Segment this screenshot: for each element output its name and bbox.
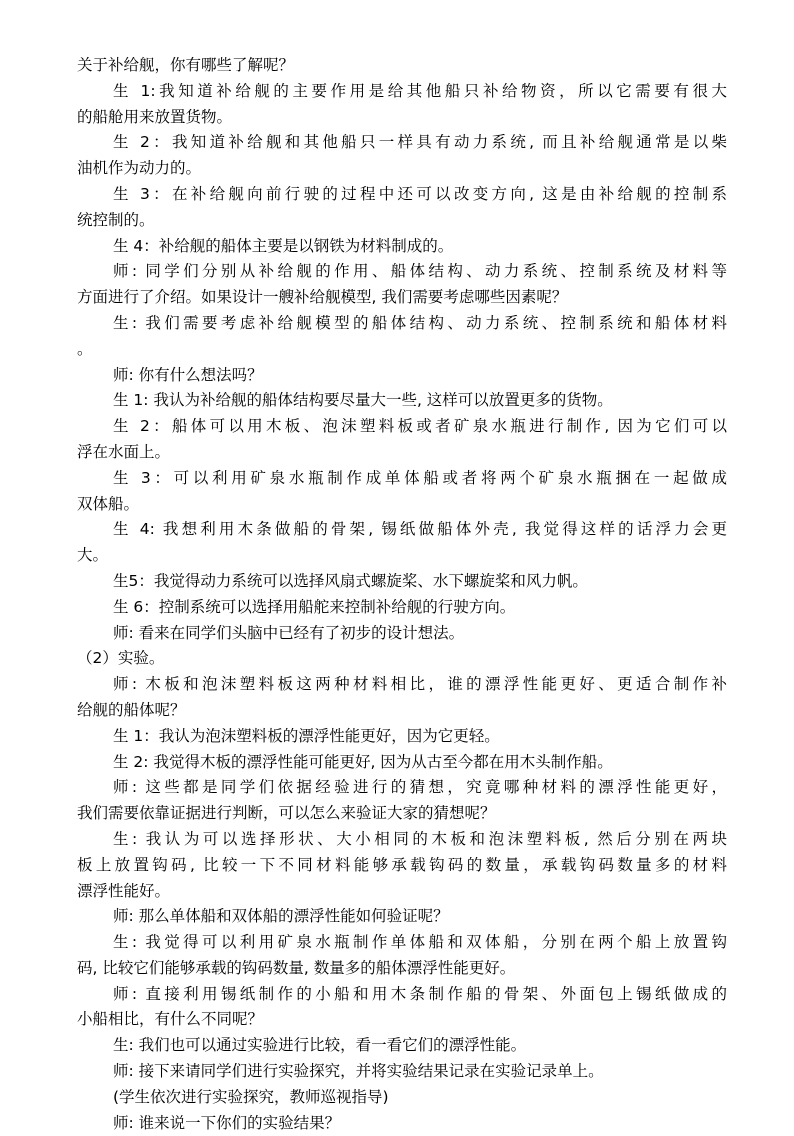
text-line: （2）实验。 xyxy=(77,649,165,668)
text-line: 方面进行了介绍。如果设计一艘补给舰模型, 我们需要考虑哪些因素呢？ xyxy=(77,288,568,307)
text-line: 生: 我们也可以通过实验进行比较，看一看它们的漂浮性能。 xyxy=(113,1036,527,1055)
document-body xyxy=(77,53,727,1136)
text-line: 生 1：我认为泡沫塑料板的漂浮性能更好，因为它更轻。 xyxy=(113,726,500,745)
text-line: 我们需要依靠证据进行判断，可以怎么来验证大家的猜想呢？ xyxy=(77,804,496,823)
text-line: 生 6：控制系统可以选择用船舵来控制补给舰的行驶方向。 xyxy=(113,597,516,616)
text-line: 师: 木板和泡沫塑料板这两种材料相比，谁的漂浮性能更好、更适合制作补 xyxy=(113,675,727,694)
text-line: 生 2: 我觉得木板的漂浮性能可能更好, 因为从古至今都在用木头制作船。 xyxy=(113,752,613,771)
text-line: 生 1: 我认为补给舰的船体结构要尽量大一些, 这样可以放置更多的货物。 xyxy=(113,391,613,410)
text-line: 师: 这些都是同学们依据经验进行的猜想，究竟哪种材料的漂浮性能更好， xyxy=(113,778,727,797)
text-line: 生: 我觉得可以利用矿泉水瓶制作单体船和双体船，分别在两个船上放置钩 xyxy=(113,933,727,952)
text-line: 给舰的船体呢？ xyxy=(77,700,186,719)
text-line: 生 4: 我想利用木条做船的骨架, 锡纸做船体外壳, 我觉得这样的话浮力会更 xyxy=(113,520,727,539)
text-line: 生 3：在补给舰向前行驶的过程中还可以改变方向, 这是由补给舰的控制系 xyxy=(113,184,727,203)
text-line: 师: 你有什么想法吗？ xyxy=(113,365,263,384)
text-line: 生 2：船体可以用木板、泡沫塑料板或者矿泉水瓶进行制作, 因为它们可以 xyxy=(113,417,727,436)
text-line: 。 xyxy=(77,339,93,358)
text-line: 生 1:我知道补给舰的主要作用是给其他船只补给物资，所以它需要有很大 xyxy=(113,81,727,100)
text-line: 生: 我们需要考虑补给舰模型的船体结构、动力系统、控制系统和船体材料 xyxy=(113,313,727,332)
text-line: 生 4：补给舰的船体主要是以钢铁为材料制成的。 xyxy=(113,236,454,255)
text-line: 师: 那么单体船和双体船的漂浮性能如何验证呢？ xyxy=(113,907,449,926)
text-line: 的船舱用来放置货物。 xyxy=(77,107,233,126)
text-line: 生 2：我知道补给舰和其他船只一样具有动力系统, 而且补给舰通常是以柴 xyxy=(113,133,727,152)
text-line: 师: 谁来说一下你们的实验结果？ xyxy=(113,1113,341,1132)
text-line: 大。 xyxy=(77,546,109,565)
text-line: 油机作为动力的。 xyxy=(77,159,202,178)
text-line: (学生依次进行实验探究，教师巡视指导) xyxy=(113,1087,389,1106)
text-line: 小船相比，有什么不同呢？ xyxy=(77,1010,264,1029)
text-line: 生 3：可以利用矿泉水瓶制作成单体船或者将两个矿泉水瓶捆在一起做成 xyxy=(113,468,727,487)
text-line: 板上放置钩码, 比较一下不同材料能够承载钩码的数量，承载钩码数量多的材料 xyxy=(77,855,727,874)
text-line: 师: 看来在同学们头脑中已经有了初步的设计想法。 xyxy=(113,623,465,642)
text-line: 浮在水面上。 xyxy=(77,442,171,461)
text-line: 生5：我觉得动力系统可以选择风扇式螺旋桨、水下螺旋桨和风力帆。 xyxy=(113,571,588,590)
text-line: 生: 我认为可以选择形状、大小相同的木板和泡沫塑料板, 然后分别在两块 xyxy=(113,829,727,848)
text-line: 师: 同学们分别从补给舰的作用、船体结构、动力系统、控制系统及材料等 xyxy=(113,262,727,281)
text-line: 师: 接下来请同学们进行实验探究，并将实验结果记录在实验记录单上。 xyxy=(113,1062,604,1081)
text-line: 双体船。 xyxy=(77,494,140,513)
text-line: 师: 直接利用锡纸制作的小船和用木条制作船的骨架、外面包上锡纸做成的 xyxy=(113,984,727,1003)
text-line: 码, 比较它们能够承载的钩码数量, 数量多的船体漂浮性能更好。 xyxy=(77,958,516,977)
text-line: 关于补给舰，你有哪些了解呢？ xyxy=(77,56,295,74)
text-line: 统控制的。 xyxy=(77,210,155,229)
text-line: 漂浮性能好。 xyxy=(77,881,171,900)
